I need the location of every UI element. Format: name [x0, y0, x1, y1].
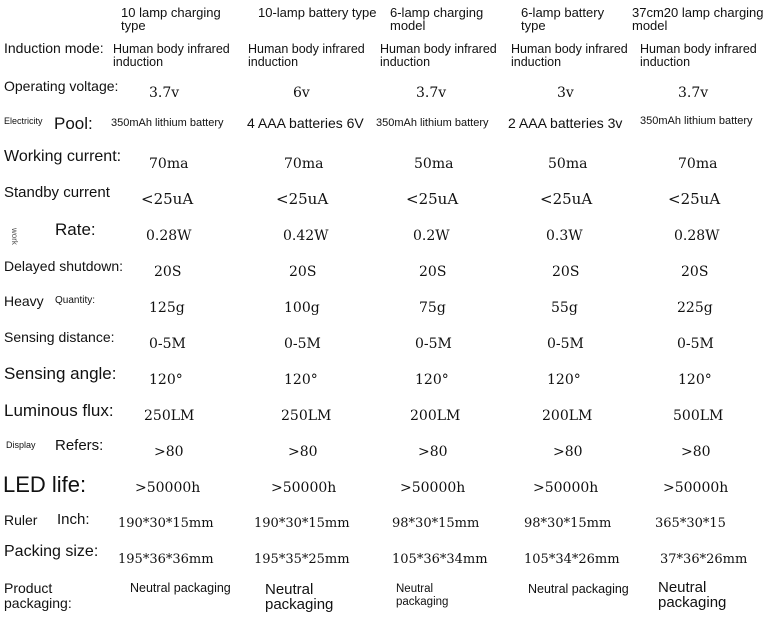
cell-rate-4: 0.3W [546, 228, 583, 244]
label-inch: Inch: [57, 511, 90, 528]
label-led-life: LED life: [3, 472, 87, 497]
cell-voltage-3: 3.7v [416, 85, 447, 101]
cell-standby-1: <25uA [141, 190, 194, 208]
label-pool: Pool: [54, 114, 93, 133]
column-header-2: 10-lamp battery type [258, 5, 377, 20]
cell-weight-2: 100g [284, 300, 320, 316]
cell-pool-5: 350mAh lithium battery [640, 115, 753, 127]
cell-packing-1: 195*36*36mm [118, 552, 214, 567]
cell-flux-2: 250LM [281, 408, 332, 424]
cell-induction-1: Human body infrared induction [113, 42, 230, 69]
label-sensing-distance: Sensing distance: [4, 329, 115, 345]
cell-display-2: >80 [288, 444, 318, 460]
cell-angle-3: 120° [415, 372, 449, 388]
cell-pool-3: 350mAh lithium battery [376, 117, 489, 129]
cell-weight-1: 125g [149, 300, 185, 316]
column-header-3: 6-lamp charging model [390, 5, 484, 33]
cell-standby-3: <25uA [406, 190, 459, 208]
cell-pool-1: 350mAh lithium battery [111, 117, 224, 129]
label-operating-voltage: Operating voltage: [4, 78, 119, 94]
label-working-current: Working current: [4, 148, 122, 165]
cell-size-5: 365*30*15 [655, 516, 726, 531]
label-quantity: Quantity: [55, 295, 96, 306]
cell-distance-3: 0-5M [415, 336, 452, 352]
cell-packing-2: 195*35*25mm [254, 552, 350, 567]
cell-standby-2: <25uA [276, 190, 329, 208]
column-header-5: 37cm20 lamp charging model [632, 5, 764, 33]
cell-standby-5: <25uA [668, 190, 721, 208]
cell-working-current-5: 70ma [678, 156, 718, 172]
cell-distance-5: 0-5M [677, 336, 714, 352]
cell-pack-1: Neutral packaging [130, 581, 231, 595]
label-pool-small: Electricity [4, 116, 43, 126]
cell-life-4: >50000h [533, 480, 599, 496]
cell-size-1: 190*30*15mm [118, 516, 214, 531]
cell-induction-4: Human body infrared induction [511, 42, 628, 69]
cell-life-3: >50000h [400, 480, 466, 496]
cell-distance-2: 0-5M [284, 336, 321, 352]
cell-angle-5: 120° [678, 372, 712, 388]
cell-size-4: 98*30*15mm [524, 516, 612, 531]
cell-display-3: >80 [418, 444, 448, 460]
cell-delay-1: 20S [154, 264, 182, 280]
cell-rate-2: 0.42W [283, 228, 329, 244]
label-heavy: Heavy [4, 293, 44, 309]
label-product-packaging: Product packaging: [4, 580, 72, 611]
cell-angle-4: 120° [547, 372, 581, 388]
cell-size-3: 98*30*15mm [392, 516, 480, 531]
cell-pool-4: 2 AAA batteries 3v [508, 115, 623, 131]
cell-display-1: >80 [154, 444, 184, 460]
cell-angle-1: 120° [149, 372, 183, 388]
cell-angle-2: 120° [284, 372, 318, 388]
cell-induction-3: Human body infrared induction [380, 42, 497, 69]
label-packing-size: Packing size: [4, 543, 99, 560]
label-rate-vertical: work [10, 228, 19, 245]
label-luminous-flux: Luminous flux: [4, 401, 114, 420]
cell-standby-4: <25uA [540, 190, 593, 208]
cell-life-2: >50000h [271, 480, 337, 496]
cell-working-current-4: 50ma [548, 156, 588, 172]
label-ruler: Ruler [4, 512, 38, 528]
cell-weight-4: 55g [551, 300, 578, 316]
cell-flux-4: 200LM [542, 408, 593, 424]
cell-delay-4: 20S [552, 264, 580, 280]
label-induction-mode: Induction mode: [4, 40, 104, 56]
label-sensing-angle: Sensing angle: [4, 364, 117, 383]
cell-weight-5: 225g [677, 300, 713, 316]
label-standby-current: Standby current [4, 184, 110, 201]
cell-voltage-1: 3.7v [149, 85, 180, 101]
cell-packing-3: 105*36*34mm [392, 552, 488, 567]
cell-weight-3: 75g [419, 300, 446, 316]
cell-delay-5: 20S [681, 264, 709, 280]
cell-pool-2: 4 AAA batteries 6V [247, 115, 364, 131]
cell-working-current-1: 70ma [149, 156, 189, 172]
cell-display-5: >80 [681, 444, 711, 460]
cell-rate-1: 0.28W [146, 228, 192, 244]
cell-pack-3: Neutral packaging [396, 583, 449, 609]
cell-flux-3: 200LM [410, 408, 461, 424]
cell-delay-2: 20S [289, 264, 317, 280]
column-header-1: 10 lamp charging type [121, 5, 221, 33]
cell-distance-4: 0-5M [547, 336, 584, 352]
cell-life-5: >50000h [663, 480, 729, 496]
label-display: Display [6, 440, 36, 450]
cell-working-current-3: 50ma [414, 156, 454, 172]
cell-working-current-2: 70ma [284, 156, 324, 172]
column-header-4: 6-lamp battery type [521, 5, 605, 33]
label-delayed-shutdown: Delayed shutdown: [4, 258, 124, 274]
cell-flux-5: 500LM [673, 408, 724, 424]
cell-delay-3: 20S [419, 264, 447, 280]
label-rate: Rate: [55, 220, 96, 239]
cell-display-4: >80 [553, 444, 583, 460]
cell-packing-5: 37*36*26mm [660, 552, 748, 567]
cell-pack-4: Neutral packaging [528, 582, 629, 596]
label-refers: Refers: [55, 437, 104, 454]
cell-pack-5: Neutral packaging [658, 579, 727, 611]
cell-voltage-4: 3v [557, 85, 574, 101]
cell-induction-5: Human body infrared induction [640, 42, 757, 69]
cell-rate-5: 0.28W [674, 228, 720, 244]
cell-voltage-2: 6v [293, 85, 310, 101]
cell-packing-4: 105*34*26mm [524, 552, 620, 567]
cell-flux-1: 250LM [144, 408, 195, 424]
cell-life-1: >50000h [135, 480, 201, 496]
cell-distance-1: 0-5M [149, 336, 186, 352]
cell-pack-2: Neutral packaging [265, 581, 334, 613]
cell-size-2: 190*30*15mm [254, 516, 350, 531]
cell-voltage-5: 3.7v [678, 85, 709, 101]
cell-rate-3: 0.2W [413, 228, 450, 244]
cell-induction-2: Human body infrared induction [248, 42, 365, 69]
